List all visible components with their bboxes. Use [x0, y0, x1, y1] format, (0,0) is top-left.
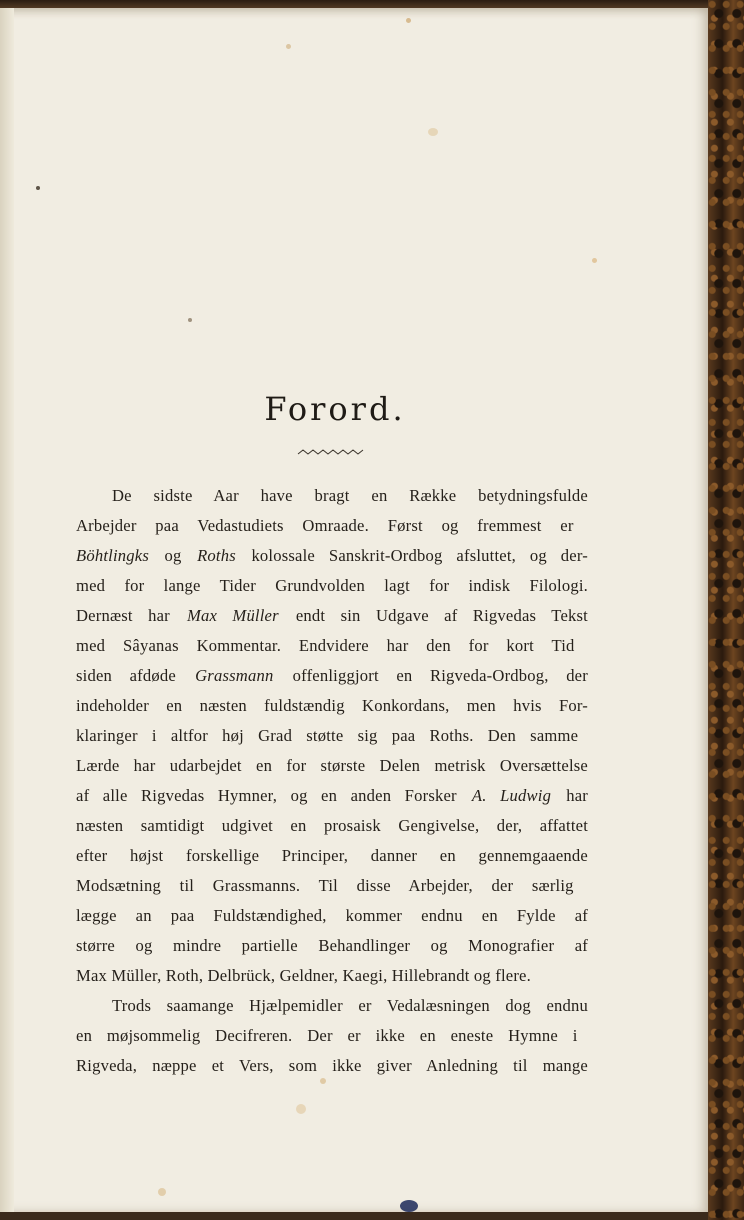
text-line	[76, 601, 588, 631]
text-line	[76, 751, 588, 781]
text-segment: indeholder en næsten fuldstændig Konkordans, men hvis For-	[76, 696, 588, 715]
text-segment: siden afdøde	[76, 666, 176, 685]
foxing-spot	[188, 318, 192, 322]
text-line	[76, 1021, 588, 1051]
text-line	[76, 541, 588, 571]
foxing-spot	[400, 1200, 418, 1212]
text-line	[76, 811, 588, 841]
text-segment: Rigveda, næppe et Vers, som ikke giver Anledning til mange	[76, 1056, 588, 1075]
text-line	[76, 931, 588, 961]
text-segment: endt sin Udgave af Rigvedas Tekst	[295, 606, 588, 625]
text-segment: Modsætning til Grassmanns. Til disse Arbejder, der særlig	[76, 876, 574, 895]
text-segment: De sidste Aar have bragt en Række betydningsfulde	[112, 486, 588, 505]
text-line	[76, 721, 588, 751]
text-segment: lægge an paa Fuldstændighed, kommer endnu en Fylde af	[76, 906, 588, 925]
foxing-spot	[592, 258, 597, 263]
foxing-spot	[406, 18, 411, 23]
text-segment: kolossale Sanskrit-Ordbog afsluttet, og der-	[251, 546, 588, 565]
text-line	[76, 901, 588, 931]
text-segment: Trods saamange Hjælpemidler er Vedalæsningen dog endnu	[112, 996, 588, 1015]
text-segment: en møjsommelig Decifreren. Der er ikke en eneste Hymne i	[76, 1026, 578, 1045]
text-segment: klaringer i altfor høj Grad støtte sig paa Roths. Den samme	[76, 726, 579, 745]
foxing-spot	[286, 44, 291, 49]
text-segment: Lærde har udarbejdet en for største Delen metrisk Oversættelse	[76, 756, 588, 775]
text-segment: efter højst forskellige Principer, danner en gennemgaaende	[76, 846, 588, 865]
foxing-spot	[296, 1104, 306, 1114]
text-line	[76, 781, 588, 811]
book-binding	[708, 0, 744, 1220]
text-line	[76, 691, 588, 721]
text-segment: næsten samtidigt udgivet en prosaisk Gengivelse, der, affattet	[76, 816, 588, 835]
text-segment: har	[566, 786, 588, 805]
text-line	[76, 661, 588, 691]
text-segment: Arbejder paa Vedastudiets Omraade. Først og fremmest er	[76, 516, 574, 535]
italic-name: Roths	[197, 546, 236, 565]
text-segment: med for lange Tider Grundvolden lagt for indisk Filologi.	[76, 576, 588, 595]
foxing-spot	[158, 1188, 166, 1196]
text-line	[76, 511, 588, 541]
italic-name: Max Müller	[186, 606, 279, 625]
text-line	[76, 631, 588, 661]
italic-name: A. Ludwig	[471, 786, 552, 805]
title-ornament	[296, 446, 366, 458]
text-line	[76, 961, 588, 991]
text-line	[76, 481, 588, 511]
text-segment: med Sâyanas Kommentar. Endvidere har den for kort Tid	[76, 636, 575, 655]
text-segment: af alle Rigvedas Hymner, og en anden Forsker	[76, 786, 457, 805]
preface-body	[76, 481, 588, 1081]
foxing-spot	[428, 128, 438, 136]
text-segment: og	[164, 546, 182, 565]
text-line	[76, 1051, 588, 1081]
text-segment: offenliggjort en Rigveda-Ordbog, der	[292, 666, 588, 685]
text-line	[76, 841, 588, 871]
text-segment: større og mindre partielle Behandlinger og Monografier af	[76, 936, 588, 955]
text-line	[76, 991, 588, 1021]
text-line	[76, 871, 588, 901]
foxing-spot	[36, 186, 40, 190]
text-line	[76, 571, 588, 601]
text-segment: Dernæst har	[76, 606, 170, 625]
text-segment: Max Müller, Roth, Delbrück, Geldner, Kaegi, Hillebrandt og flere.	[76, 966, 531, 985]
italic-name: Grassmann	[195, 666, 274, 685]
italic-name: Böhtlingks	[76, 546, 149, 565]
page-gutter	[0, 8, 14, 1212]
page-title: Forord.	[264, 390, 406, 428]
